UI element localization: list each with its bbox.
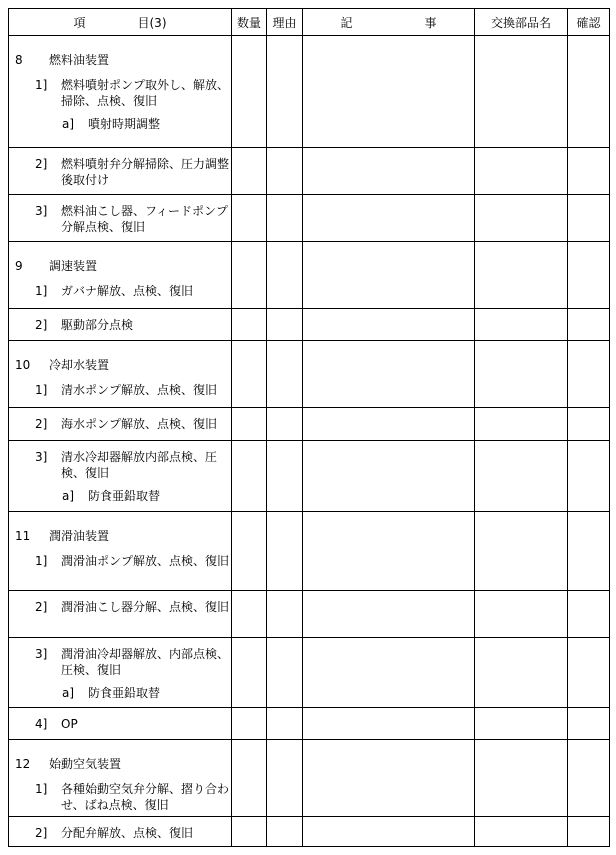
item-cell — [9, 512, 232, 591]
parts-cell[interactable] — [475, 591, 568, 638]
table-row — [9, 36, 610, 148]
check-item-number: 1] — [35, 782, 48, 796]
parts-cell[interactable] — [475, 242, 568, 309]
table-row — [9, 817, 610, 847]
check-item-number: 4] — [35, 717, 48, 731]
note-cell[interactable] — [303, 591, 475, 638]
sub-item-number: a] — [62, 686, 75, 700]
parts-cell[interactable] — [475, 740, 568, 817]
check-item — [9, 77, 231, 109]
item-cell — [9, 195, 232, 242]
reason-cell[interactable] — [267, 242, 303, 309]
inspection-table — [8, 8, 610, 847]
section-number: 12 — [15, 757, 31, 771]
section-title — [9, 357, 231, 373]
sub-item-number: a] — [62, 117, 75, 131]
confirm-cell[interactable] — [568, 817, 610, 847]
section-name: 冷却水装置 — [49, 358, 110, 372]
item-cell — [9, 708, 232, 740]
check-item-number: 3] — [35, 450, 48, 464]
header-confirm: 確認 — [568, 9, 610, 36]
check-item-number: 1] — [35, 78, 48, 92]
check-item-text: 分配弁解放、点検、復旧 — [61, 826, 194, 840]
quantity-cell[interactable] — [232, 309, 267, 341]
quantity-cell[interactable] — [232, 740, 267, 817]
section-name: 燃料油装置 — [49, 53, 110, 67]
header-row — [9, 9, 610, 36]
check-item-text: 燃料油こし器、フィードポンプ分解点検、復旧 — [61, 204, 229, 234]
reason-cell[interactable] — [267, 708, 303, 740]
check-item — [9, 449, 231, 481]
parts-cell[interactable] — [475, 36, 568, 148]
check-item — [9, 716, 231, 732]
quantity-cell[interactable] — [232, 441, 267, 512]
header-parts: 交換部品名 — [475, 9, 568, 36]
item-cell — [9, 441, 232, 512]
parts-cell[interactable] — [475, 708, 568, 740]
section-number: 11 — [15, 529, 31, 543]
note-cell[interactable] — [303, 408, 475, 441]
sub-item-number: a] — [62, 489, 75, 503]
section-number: 9 — [15, 259, 23, 273]
table-row — [9, 195, 610, 242]
check-item-text: ガバナ解放、点検、復旧 — [61, 284, 194, 298]
table-row — [9, 408, 610, 441]
reason-cell[interactable] — [267, 817, 303, 847]
sub-item-text: 防食亜鉛取替 — [88, 489, 161, 503]
quantity-cell[interactable] — [232, 591, 267, 638]
note-cell[interactable] — [303, 148, 475, 195]
confirm-cell[interactable] — [568, 408, 610, 441]
check-item-number: 2] — [35, 826, 48, 840]
check-item-text: 駆動部分点検 — [61, 318, 134, 332]
check-item — [9, 317, 231, 333]
quantity-cell[interactable] — [232, 36, 267, 148]
check-item-number: 1] — [35, 383, 48, 397]
reason-cell[interactable] — [267, 740, 303, 817]
check-item-text: OP — [61, 717, 78, 731]
item-cell — [9, 242, 232, 309]
check-item-number: 2] — [35, 318, 48, 332]
section-title — [9, 756, 231, 772]
section-title — [9, 528, 231, 544]
inspection-sheet — [8, 8, 609, 847]
check-item-text: 燃料噴射弁分解掃除、圧力調整後取付け — [61, 157, 230, 187]
section-title — [9, 52, 231, 68]
reason-cell[interactable] — [267, 591, 303, 638]
section-name: 調速装置 — [49, 259, 98, 273]
table-row — [9, 242, 610, 309]
reason-cell[interactable] — [267, 512, 303, 591]
quantity-cell[interactable] — [232, 408, 267, 441]
check-item-number: 2] — [35, 157, 48, 171]
parts-cell[interactable] — [475, 309, 568, 341]
confirm-cell[interactable] — [568, 740, 610, 817]
table-row — [9, 740, 610, 817]
check-item-number: 3] — [35, 647, 48, 661]
note-cell[interactable] — [303, 740, 475, 817]
note-cell[interactable] — [303, 441, 475, 512]
quantity-cell[interactable] — [232, 512, 267, 591]
confirm-cell[interactable] — [568, 341, 610, 408]
parts-cell[interactable] — [475, 512, 568, 591]
quantity-cell[interactable] — [232, 341, 267, 408]
confirm-cell[interactable] — [568, 512, 610, 591]
check-item-number: 2] — [35, 600, 48, 614]
check-item — [9, 553, 231, 569]
check-item-text: 燃料噴射ポンプ取外し、解放、掃除、点検、復旧 — [61, 78, 230, 108]
parts-cell[interactable] — [475, 148, 568, 195]
confirm-cell[interactable] — [568, 591, 610, 638]
item-cell — [9, 740, 232, 817]
confirm-cell[interactable] — [568, 309, 610, 341]
note-cell[interactable] — [303, 36, 475, 148]
table-row — [9, 341, 610, 408]
reason-cell[interactable] — [267, 309, 303, 341]
header-item: 項 目(3) — [9, 9, 232, 36]
confirm-cell[interactable] — [568, 638, 610, 708]
sub-item-text: 噴射時期調整 — [88, 117, 161, 131]
item-cell — [9, 591, 232, 638]
parts-cell[interactable] — [475, 638, 568, 708]
quantity-cell[interactable] — [232, 242, 267, 309]
reason-cell[interactable] — [267, 441, 303, 512]
confirm-cell[interactable] — [568, 36, 610, 148]
note-cell[interactable] — [303, 242, 475, 309]
header-note: 記 事 — [303, 9, 475, 36]
note-cell[interactable] — [303, 817, 475, 847]
confirm-cell[interactable] — [568, 195, 610, 242]
sub-item — [9, 116, 231, 132]
table-row — [9, 148, 610, 195]
check-item — [9, 825, 231, 841]
check-item — [9, 203, 231, 235]
check-item-number: 2] — [35, 417, 48, 431]
check-item-number: 1] — [35, 284, 48, 298]
parts-cell[interactable] — [475, 341, 568, 408]
confirm-cell[interactable] — [568, 708, 610, 740]
note-cell[interactable] — [303, 195, 475, 242]
reason-cell[interactable] — [267, 195, 303, 242]
section-title — [9, 258, 231, 274]
check-item — [9, 646, 231, 678]
parts-cell[interactable] — [475, 817, 568, 847]
reason-cell[interactable] — [267, 341, 303, 408]
parts-cell[interactable] — [475, 408, 568, 441]
check-item — [9, 156, 231, 188]
check-item-text: 海水ポンプ解放、点検、復旧 — [61, 417, 218, 431]
sub-item-text: 防食亜鉛取替 — [88, 686, 161, 700]
reason-cell[interactable] — [267, 36, 303, 148]
check-item-text: 潤滑油ポンプ解放、点検、復旧 — [61, 554, 230, 568]
quantity-cell[interactable] — [232, 817, 267, 847]
reason-cell[interactable] — [267, 148, 303, 195]
quantity-cell[interactable] — [232, 148, 267, 195]
sub-item — [9, 685, 231, 701]
confirm-cell[interactable] — [568, 441, 610, 512]
item-cell — [9, 148, 232, 195]
item-cell — [9, 638, 232, 708]
check-item — [9, 781, 231, 813]
item-cell — [9, 408, 232, 441]
table-row — [9, 638, 610, 708]
note-cell[interactable] — [303, 309, 475, 341]
header-quantity: 数量 — [232, 9, 267, 36]
table-row — [9, 309, 610, 341]
check-item — [9, 283, 231, 299]
parts-cell[interactable] — [475, 441, 568, 512]
header-reason: 理由 — [267, 9, 303, 36]
item-cell — [9, 309, 232, 341]
note-cell[interactable] — [303, 341, 475, 408]
check-item — [9, 599, 231, 615]
check-item-number: 3] — [35, 204, 48, 218]
section-number: 10 — [15, 358, 31, 372]
check-item-text: 清水冷却器解放内部点検、圧検、復旧 — [61, 450, 218, 480]
check-item-text: 清水ポンプ解放、点検、復旧 — [61, 383, 218, 397]
note-cell[interactable] — [303, 512, 475, 591]
quantity-cell[interactable] — [232, 708, 267, 740]
table-row — [9, 441, 610, 512]
check-item — [9, 382, 231, 398]
quantity-cell[interactable] — [232, 195, 267, 242]
item-cell — [9, 341, 232, 408]
confirm-cell[interactable] — [568, 148, 610, 195]
parts-cell[interactable] — [475, 195, 568, 242]
quantity-cell[interactable] — [232, 638, 267, 708]
sub-item — [9, 488, 231, 504]
item-cell — [9, 817, 232, 847]
check-item-text: 潤滑油冷却器解放、内部点検、圧検、復旧 — [61, 647, 230, 677]
reason-cell[interactable] — [267, 408, 303, 441]
confirm-cell[interactable] — [568, 242, 610, 309]
check-item-number: 1] — [35, 554, 48, 568]
section-name: 潤滑油装置 — [49, 529, 110, 543]
check-item — [9, 416, 231, 432]
check-item-text: 潤滑油こし器分解、点検、復旧 — [61, 600, 230, 614]
section-name: 始動空気装置 — [49, 757, 122, 771]
note-cell[interactable] — [303, 708, 475, 740]
note-cell[interactable] — [303, 638, 475, 708]
check-item-text: 各種始動空気弁分解、摺り合わせ、ばね点検、復旧 — [61, 782, 230, 812]
item-cell — [9, 36, 232, 148]
section-number: 8 — [15, 53, 23, 67]
table-row — [9, 708, 610, 740]
table-row — [9, 512, 610, 591]
table-row — [9, 591, 610, 638]
reason-cell[interactable] — [267, 638, 303, 708]
